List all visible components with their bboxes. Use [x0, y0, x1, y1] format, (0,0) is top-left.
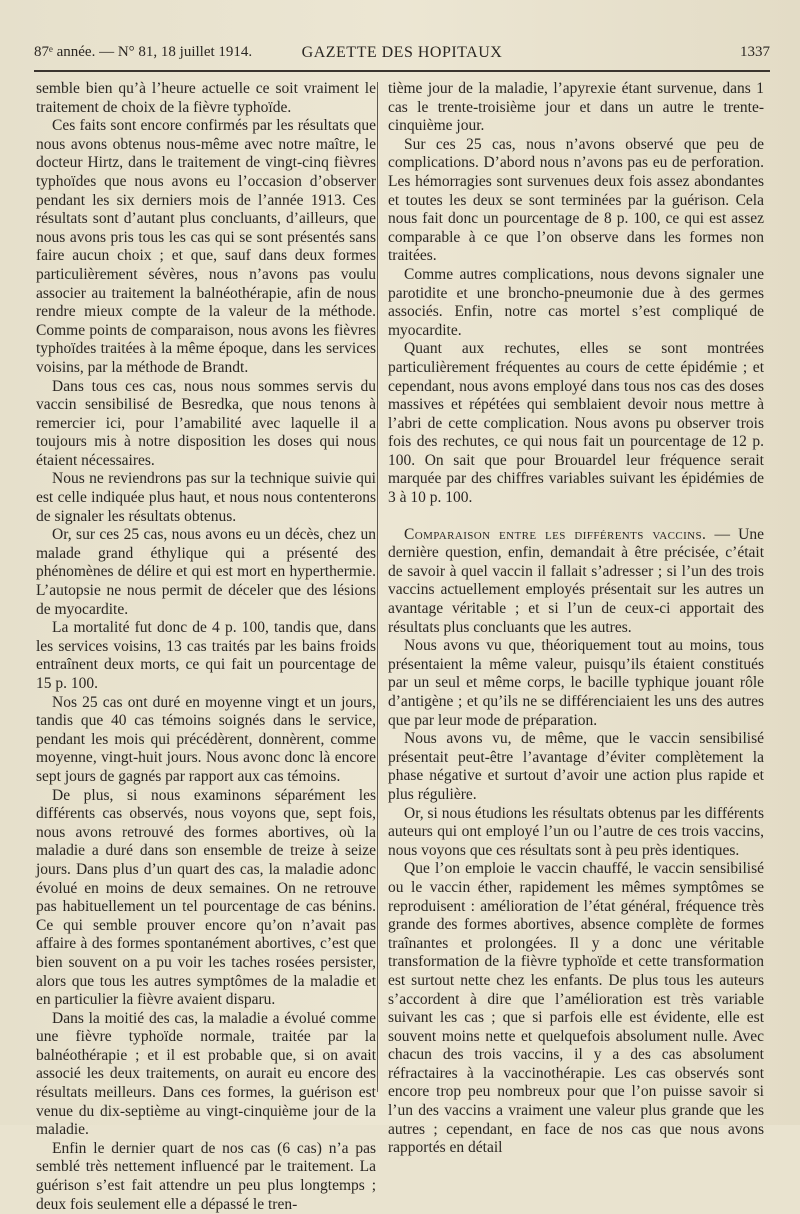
paragraph: Nous avons vu, de même, que le vaccin sensibilisé présentait peut-être l’avantage d’éviter complètement la phase négative et surtout d’avoir une action plus rapide et plus régulière. [388, 730, 764, 803]
paragraph: Enfin le dernier quart de nos cas (6 cas) n’a pas semblé très nettement influencé par le traitement. La guérison s’est fait attendre un peu plus longtemps ; deux fois seulement elle a dépassé le tren- [36, 1139, 376, 1213]
paragraph: Ces faits sont encore confirmés par les résultats que nous avons obtenus nous-même avec notre maître, le docteur Hirtz, dans le traitement de vingt-cinq fièvres typhoïdes que nous avons eu l’occasion d’observer pendant les six derniers mois de l’année 1913. Ces résultats sont d’autant plus concluants, d’ailleurs, que nous avons pris tous les cas qui se sont présentés sans faire aucun choix ; et que, sauf dans deux formes particulièrement sévères, nous n’avons pas voulu associer au traitement la balnéothérapie, afin de nous rendre mieux compte de la valeur de la méthode. Comme points de comparaison, nous avons les fièvres typhoïdes traitées à la même époque, dans les services voisins, par la méthode de Brandt. [36, 117, 376, 376]
paragraph: Comme autres complications, nous devons signaler une parotidite et une broncho-pneumonie due à des germes associés. Enfin, notre cas mortel s’est compliqué de myocardite. [388, 265, 764, 339]
page-number: 1337 [740, 44, 770, 60]
paragraph: Or, si nous étudions les résultats obtenus par les différents auteurs qui ont employé l’un ou l’autre de ces trois vaccins, nous voyons que ces résultats sont à peu près identiques. [388, 804, 764, 859]
paragraph: De plus, si nous examinons séparément les différents cas observés, nous voyons que, sept fois, nous avons retrouvé des formes abortives, où la maladie a duré dans son ensemble de treize à seize jours. Dans plus d’un quart des cas, la maladie adonc évolué en moins de deux semaines. On ne retrouve pas habituellement un tel pourcentage de cas bénins. Ce qui semble prouver encore qu’on n’avait pas affaire à des formes spontanément abortives, c’est que bien souvent on a pu voir les taches rosées persister, alors que tous les autres symptômes de la maladie et en particulier la fièvre avaient disparu. [36, 786, 376, 1009]
paragraph: Dans la moitié des cas, la maladie a évolué comme une fièvre typhoïde normale, traitée par la balnéothérapie ; et il est probable que, si on avait associé les deux traitements, on aurait eu encore des résultats meilleurs. Dans ces formes, la guérison est venue du dix-septième au vingt-cinquième jour de la maladie. [36, 1009, 376, 1139]
left-column [36, 80, 376, 1214]
paragraph: Or, sur ces 25 cas, nous avons eu un décès, chez un malade grand éthylique qui a présenté des phénomènes de délire et qui est mort en hyperthermie. L’autopsie ne nous permit de déceler que des lésions de myocardite. [36, 526, 376, 618]
header-rule [34, 70, 770, 72]
journal-title: GAZETTE DES HOPITAUX [301, 44, 503, 61]
section-intro-text: — Une dernière question, enfin, demandait à être précisée, c’était de savoir à quel vaccin il fallait s’adresser ; si l’un des trois vaccins actuellement employés présentait sur les autres un avantage véritable ; et si l’un de ceux-ci apportait des résultats plus concluants que les autres. [388, 525, 764, 636]
right-column [388, 80, 764, 1158]
paragraph: Sur ces 25 cas, nous n’avons observé que peu de complications. D’abord nous n’avons pas eu de perforation. Les hémorragies sont survenues deux fois assez abondantes et toutes les deux se sont terminées par la guérison. Cela nous fait donc un pourcentage de 8 p. 100, ce qui est assez comparable à ce que l’on observe dans les formes non traitées. [388, 135, 764, 265]
paragraph: Nous ne reviendrons pas sur la technique suivie qui est celle indiquée plus haut, et nous nous contenterons de signaler les résultats obtenus. [36, 470, 376, 525]
paragraph: Quant aux rechutes, elles se sont montrées particulièrement fréquentes au cours de cette épidémie ; et cependant, nous avons employé dans tous nos cas des doses massives et répétées qui semblaient devoir nous mettre à l’abri de cette complication. Nous avons pu observer trois fois des rechutes, ce qui nous fait un pourcentage de 12 p. 100. On sait que pour Brouardel leur fréquence serait marquée par des chiffres variables suivant les épidémies de 3 à 10 p. 100. [388, 340, 764, 507]
section-intro-paragraph [388, 526, 764, 638]
paragraph: Dans tous ces cas, nous nous sommes servis du vaccin sensibilisé de Besredka, que nous tenons à remercier ici, pour l’amabilité avec laquelle il a toujours mis à notre disposition les doses qui nous étaient nécessaires. [36, 377, 376, 469]
paragraph: tième jour de la maladie, l’apyrexie étant survenue, dans 1 cas le trente-troisième jour et dans un autre le trente-cinquième jour. [388, 80, 764, 135]
paragraph: Nous avons vu que, théoriquement tout au moins, tous présentaient la même valeur, puisqu’ils étaient constitués par un seul et même corps, le bacille typhique jouant rôle d’antigène ; et qu’ils ne se différenciaient les uns des autres que par leur mode de préparation. [388, 637, 764, 729]
column-divider [377, 82, 378, 1092]
paragraph: La mortalité fut donc de 4 p. 100, tandis que, dans les services voisins, 13 cas traités par les bains froids entraînent deux morts, ce qui fait un pourcentage de 15 p. 100. [36, 619, 376, 692]
paragraph: Que l’on emploie le vaccin chauffé, le vaccin sensibilisé ou le vaccin éther, rapidement les mêmes symptômes se reproduisent : amélioration de l’état général, fréquence très grande des formes abortives, absence complète de formes traînantes et prolongées. Il y a donc une véritable transformation de la fièvre typhoïde et cette transformation est surtout nette chez les enfants. De plus tous les auteurs s’accordent à dire que l’amélioration est très variable suivant les cas ; que si parfois elle est évidente, elle est souvent moins nette et quelquefois absolument nulle. Avec chacun des trois vaccins, il y a des cas absolument réfractaires à la vaccinothérapie. Les cas observés sont encore trop peu nombreux pour que l’on puisse savoir si l’un des vaccins a vraiment une valeur plus grande que les autres ; cependant, en face de nos cas que nous avons rapportés en détail [388, 860, 764, 1157]
running-header [34, 38, 770, 66]
section-heading: Comparaison entre les différents vaccins. [404, 525, 707, 543]
paragraph: semble bien qu’à l’heure actuelle ce soit vraiment le traitement de choix de la fièvre typhoïde. [36, 80, 376, 116]
paragraph: Nos 25 cas ont duré en moyenne vingt et un jours, tandis que 40 cas témoins soignés dans le service, pendant les mois qui précédèrent, donnèrent, comme moyenne, vingt-huit jours. Nous avonc donc là encore sept jours de gagnés par rapport aux cas témoins. [36, 693, 376, 785]
issue-info: 87ᵉ année. — N° 81, 18 juillet 1914. [34, 44, 253, 60]
